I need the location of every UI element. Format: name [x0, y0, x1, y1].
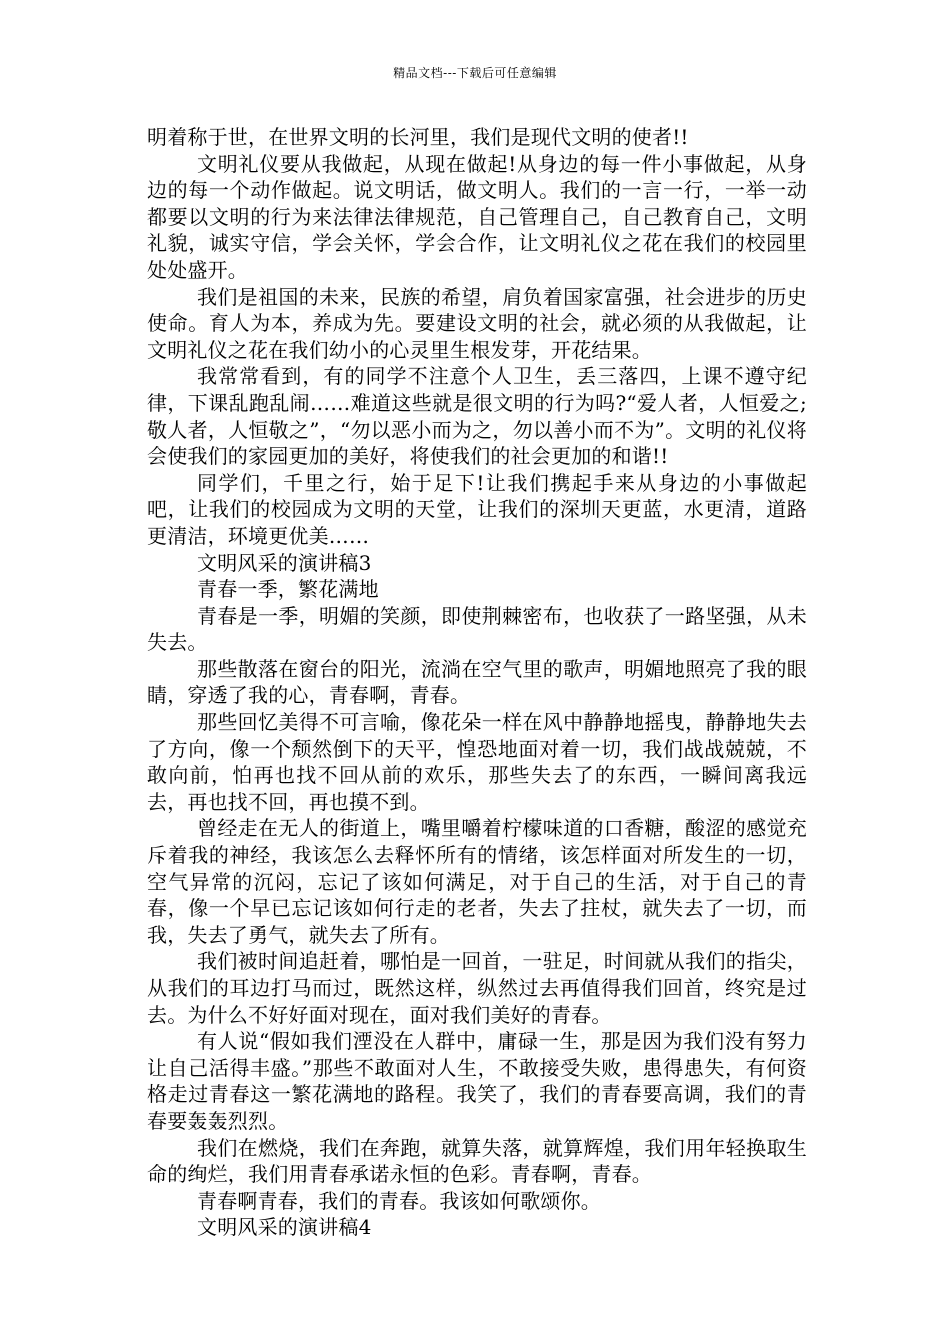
paragraph: 我们在燃烧，我们在奔跑，就算失落，就算辉煌，我们用年轻换取生命的绚烂，我们用青春承诺永恒的色彩。青春啊，青春。: [147, 1135, 807, 1187]
paragraph: 我们是祖国的未来，民族的希望，肩负着国家富强，社会进步的历史使命。育人为本，养成为先。要建设文明的社会，就必须的从我做起，让文明礼仪之花在我们幼小的心灵里生根发芽，开花结果。: [147, 284, 807, 362]
paragraph: 青春是一季，明媚的笑颜，即使荆棘密布，也收获了一路坚强，从未失去。: [147, 603, 807, 655]
paragraph: 那些散落在窗台的阳光，流淌在空气里的歌声，明媚地照亮了我的眼睛，穿透了我的心，青春啊，青春。: [147, 656, 807, 708]
document-body: [147, 124, 807, 1241]
section-heading: 文明风采的演讲稿4: [197, 1215, 372, 1240]
paragraph: 有人说“假如我们湮没在人群中，庸碌一生，那是因为我们没有努力让自己活得丰盛。”那些不敢面对人生，不敢接受失败，患得患失，有何资格走过青春这一繁花满地的路程。我笑了，我们的青春要高调，我们的青春要轰轰烈烈。: [147, 1029, 807, 1133]
paragraph: 明着称于世，在世界文明的长河里，我们是现代文明的使者!!: [147, 125, 689, 149]
paragraph: 我们被时间追赶着，哪怕是一回首，一驻足，时间就从我们的指尖，从我们的耳边打马而过，既然这样，纵然过去再值得我们回首，终究是过去。为什么不好好面对现在，面对我们美好的青春。: [147, 949, 807, 1027]
paragraph: 文明礼仪要从我做起，从现在做起!从身边的每一件小事做起，从身边的每一个动作做起。说文明话，做文明人。我们的一言一行，一举一动都要以文明的行为来法律法律规范，自己管理自己，自己教育自己，文明礼貌，诚实守信，学会关怀，学会合作，让文明礼仪之花在我们的校园里处处盛开。: [147, 151, 807, 282]
speech-title: 青春一季，繁花满地: [197, 577, 379, 602]
paragraph: 我常常看到，有的同学不注意个人卫生，丢三落四，上课不遵守纪律，下课乱跑乱闹……难道这些就是很文明的行为吗?“爱人者，人恒爱之;敬人者，人恒敬之”，“勿以恶小而为之，勿以善小而不为”。文明的礼仪将会使我们的家园更加的美好，将使我们的社会更加的和谐!!: [147, 364, 807, 469]
page-header: 精品文档---下载后可任意编辑: [393, 66, 557, 80]
paragraph: 曾经走在无人的街道上，嘴里嚼着柠檬味道的口香糖，酸涩的感觉充斥着我的神经，我该怎么去释怀所有的情绪，该怎样面对所发生的一切，空气异常的沉闷，忘记了该如何满足，对于自己的生活，对于自己的青春，像一个早已忘记该如何行走的老者，失去了拄杖，就失去了一切，而我，失去了勇气，就失去了所有。: [147, 816, 807, 947]
section-heading: 文明风采的演讲稿3: [197, 550, 372, 575]
paragraph: 同学们，千里之行，始于足下!让我们携起手来从身边的小事做起吧，让我们的校园成为文明的天堂，让我们的深圳天更蓝，水更清，道路更清洁，环境更优美……: [147, 470, 807, 548]
paragraph: 那些回忆美得不可言喻，像花朵一样在风中静静地摇曳，静静地失去了方向，像一个颓然倒下的天平，惶恐地面对着一切，我们战战兢兢，不敢向前，怕再也找不回从前的欢乐，那些失去了的东西，一瞬间离我远去，再也找不回，再也摸不到。: [147, 710, 807, 814]
paragraph: 青春啊青春，我们的青春。我该如何歌颂你。: [197, 1188, 601, 1213]
